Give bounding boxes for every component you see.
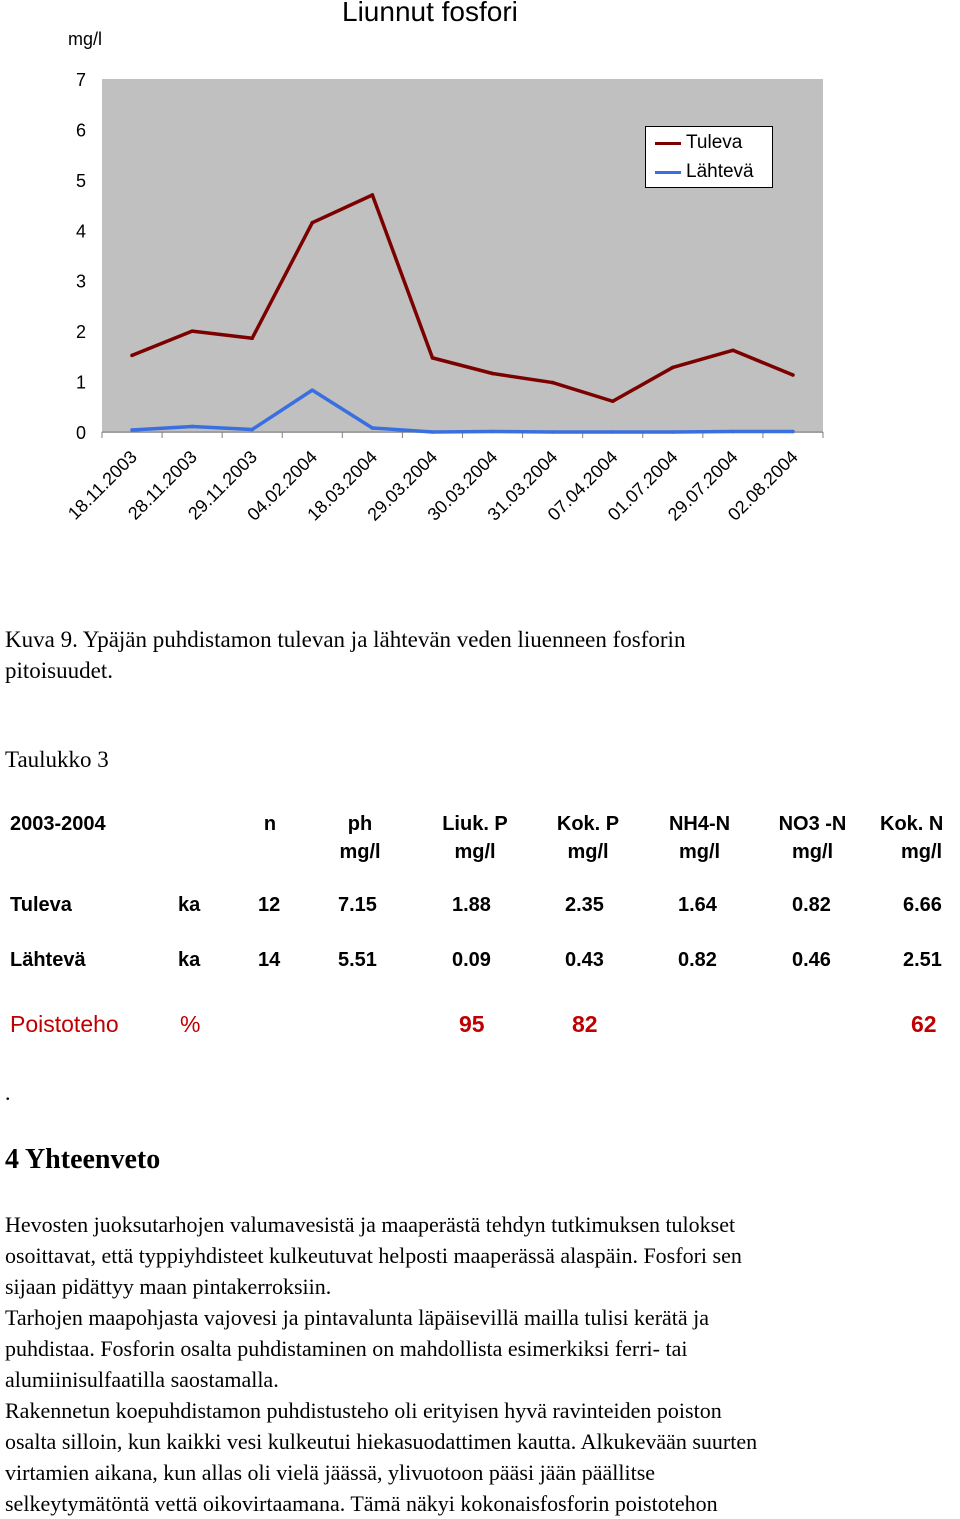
data-point <box>190 425 194 429</box>
y-tick-label: 0 <box>75 423 86 443</box>
data-point <box>551 381 555 385</box>
row-no3: 0.46 <box>792 949 831 971</box>
data-point <box>130 428 134 432</box>
data-point <box>250 428 254 432</box>
header-ph-unit: mg/l <box>339 841 381 863</box>
section-body <box>5 1209 955 1519</box>
header-no3 <box>765 810 860 866</box>
data-point <box>491 372 495 376</box>
header-kok-n <box>880 810 960 866</box>
body-line: Hevosten juoksutarhojen valumavesistä ja maaperästä tehdyn tutkimuksen tulokset <box>5 1212 736 1237</box>
data-point <box>431 356 435 360</box>
chart-canvas <box>0 0 960 600</box>
row-ph: 5.51 <box>338 949 377 971</box>
y-tick-label: 6 <box>75 120 86 141</box>
header-period-label: 2003-2004 <box>10 813 106 835</box>
row-n: 14 <box>258 949 281 971</box>
x-tick-label: 29.11.2003 <box>184 446 262 524</box>
x-tick-label: 07.04.2004 <box>543 446 622 525</box>
y-tick-label: 2 <box>75 322 86 343</box>
body-line: osalta silloin, kun kaikki vesi kulkeutui hiekasuodattimen kautta. Alkukevään suurten <box>5 1429 758 1454</box>
caption-line-1: Kuva 9. Ypäjän puhdistamon tulevan ja lähtevän veden liuenneen fosforin <box>5 627 686 652</box>
row-name: Lähtevä <box>10 949 86 971</box>
header-ph-label: ph <box>347 813 373 835</box>
header-kok-p <box>543 810 633 866</box>
efficiency-label: Poistoteho <box>10 1011 119 1037</box>
data-point <box>371 426 375 430</box>
body-line: Rakennetun koepuhdistamon puhdistusteho oli erityisen hyvä ravinteiden poiston <box>5 1398 722 1423</box>
x-tick-label: 18.11.2003 <box>63 446 141 524</box>
y-tick-label: 5 <box>75 170 86 191</box>
data-point <box>491 430 495 434</box>
figure-caption <box>5 624 685 686</box>
efficiency-unit: % <box>180 1011 201 1037</box>
header-no3-unit: mg/l <box>791 841 834 863</box>
data-point <box>731 349 735 353</box>
legend-label-tuleva: Tuleva <box>686 132 743 153</box>
y-axis-label: mg/l <box>68 29 103 49</box>
row-liuk-p: 0.09 <box>452 949 491 971</box>
body-line: puhdistaa. Fosforin osalta puhdistaminen on mahdollista esimerkiksi ferri- tai <box>5 1336 688 1361</box>
efficiency-kok-n: 62 <box>911 1011 937 1037</box>
row-stat: ka <box>178 894 201 916</box>
data-point <box>731 430 735 434</box>
row-kok-n: 2.51 <box>903 949 942 971</box>
data-point <box>130 354 134 358</box>
data-point <box>791 373 795 377</box>
efficiency-kok-p: 82 <box>572 1011 598 1037</box>
stray-dot: . <box>5 1080 11 1105</box>
header-liuk-p <box>430 810 520 866</box>
legend-label-lahteva: Lähtevä <box>686 161 754 182</box>
x-tick-label: 31.03.2004 <box>483 446 562 525</box>
header-liuk-p-unit: mg/l <box>454 841 496 863</box>
y-tick-label: 7 <box>75 70 86 90</box>
header-n <box>255 810 285 838</box>
data-point <box>611 430 615 434</box>
header-kok-p-label: Kok. P <box>556 813 620 835</box>
row-no3: 0.82 <box>792 894 831 916</box>
body-line: Tarhojen maapohjasta vajovesi ja pintavalunta läpäisevillä mailla tulisi kerätä ja <box>5 1305 710 1330</box>
x-tick-label: 30.03.2004 <box>423 446 502 525</box>
x-tick-label: 29.03.2004 <box>363 446 442 525</box>
header-period <box>10 810 106 838</box>
section-heading: 4 Yhteenveto <box>5 1144 161 1175</box>
header-kok-n-unit: mg/l <box>901 841 943 863</box>
x-tick-label: 29.07.2004 <box>663 446 742 525</box>
data-point <box>791 430 795 434</box>
body-line: alumiinisulfaatilla saostamalla. <box>5 1367 279 1392</box>
data-point <box>551 430 555 434</box>
header-nh4-unit: mg/l <box>678 841 721 863</box>
data-point <box>190 329 194 333</box>
row-kok-p: 2.35 <box>565 894 604 916</box>
row-ph: 7.15 <box>338 894 377 916</box>
header-nh4 <box>652 810 747 866</box>
row-nh4: 0.82 <box>678 949 717 971</box>
header-ph <box>325 810 395 866</box>
y-tick-label: 1 <box>75 372 86 393</box>
chart-title: Liunnut fosfori <box>342 0 518 27</box>
data-point <box>671 366 675 370</box>
data-point <box>371 193 375 197</box>
data-point <box>250 336 254 340</box>
row-n: 12 <box>258 894 281 916</box>
header-nh4-label: NH4-N <box>668 813 731 835</box>
legend <box>645 126 773 188</box>
header-kok-p-unit: mg/l <box>567 841 609 863</box>
body-line: osoittavat, että typpiyhdisteet kulkeutuvat helposti maaperässä alaspäin. Fosfori sen <box>5 1243 742 1268</box>
data-point <box>611 399 615 403</box>
legend-swatch-lahteva <box>655 171 681 174</box>
row-liuk-p: 1.88 <box>452 894 491 916</box>
header-liuk-p-label: Liuk. P <box>442 813 508 835</box>
efficiency-liuk-p: 95 <box>459 1011 485 1037</box>
x-tick-label: 02.08.2004 <box>723 446 802 525</box>
header-no3-label: NO3 -N <box>778 813 847 835</box>
data-point <box>671 430 675 434</box>
caption-line-2: pitoisuudet. <box>5 658 113 683</box>
row-nh4: 1.64 <box>678 894 717 916</box>
body-line: selkeytymätöntä vettä oikovirtaamana. Tämä näkyi kokonaisfosforin poistotehon <box>5 1491 718 1516</box>
header-n-label: n <box>263 813 277 835</box>
y-tick-label: 4 <box>75 221 86 242</box>
y-tick-label: 3 <box>75 271 86 292</box>
x-tick-label: 18.03.2004 <box>303 446 382 525</box>
x-tick-label: 01.07.2004 <box>603 446 682 525</box>
legend-swatch-tuleva <box>655 142 681 145</box>
x-tick-label: 28.11.2003 <box>124 446 201 524</box>
table-title: Taulukko 3 <box>5 747 109 772</box>
row-name: Tuleva <box>10 894 72 916</box>
data-point <box>431 430 435 434</box>
body-line: sijaan pidättyy maan pintakerroksiin. <box>5 1274 332 1299</box>
header-kok-n-label: Kok. N <box>880 813 944 835</box>
body-line: virtamien aikana, kun allas oli vielä jäässä, ylivuotoon pääsi jään päällitse <box>5 1460 656 1485</box>
data-point <box>310 388 314 392</box>
data-point <box>310 221 314 225</box>
row-kok-p: 0.43 <box>565 949 604 971</box>
x-tick-label: 04.02.2004 <box>243 446 322 525</box>
row-stat: ka <box>178 949 201 971</box>
row-kok-n: 6.66 <box>903 894 942 916</box>
